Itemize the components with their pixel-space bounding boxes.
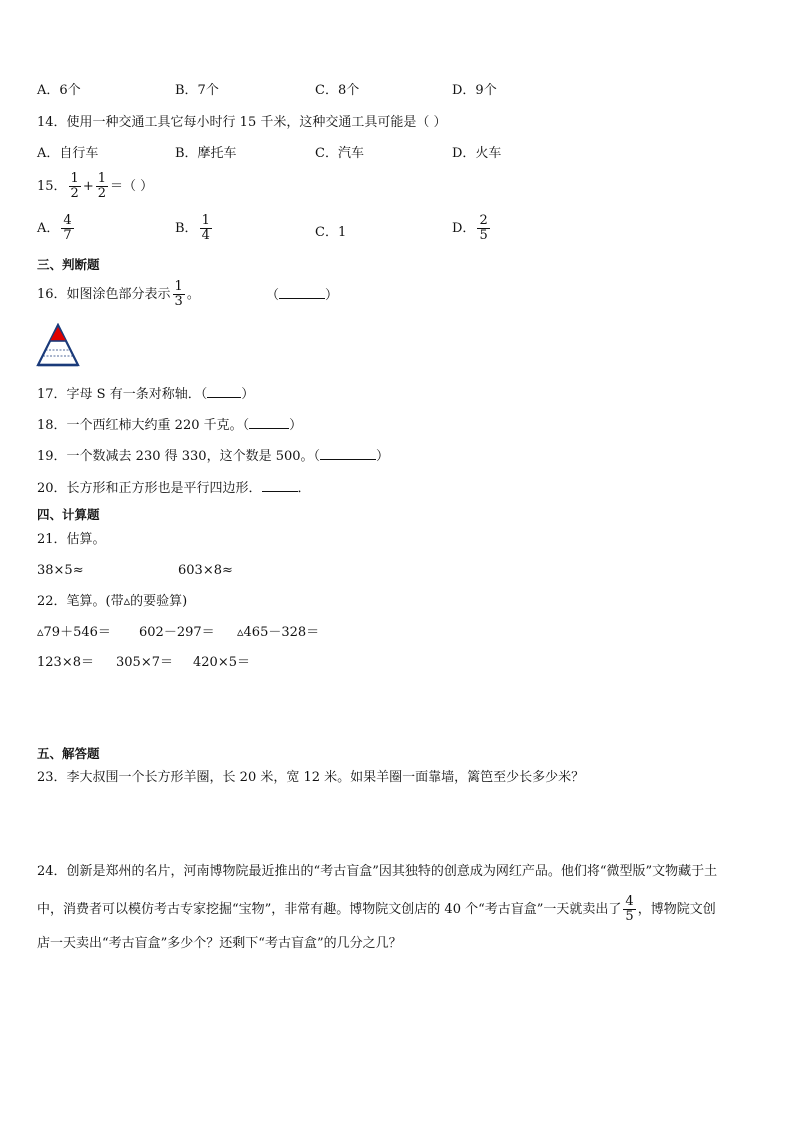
q19: 19．一个数减去 230 得 330，这个数是 500。（ ） [37, 449, 390, 464]
q14-stem: 14．使用一种交通工具它每小时行 15 千米，这种交通工具可能是（ ） [37, 115, 447, 130]
q15-plus: + [82, 179, 94, 194]
q24-line-3: 店一天卖出“考古盲盒”多少个？还剩下“考古盲盒”的几分之几？ [37, 936, 402, 951]
q22-expr-6: 420×5＝ [193, 655, 250, 670]
q22-stem: 22．笔算。(带▵的要验算) [37, 594, 188, 609]
q14-option-a: A．自行车 [37, 146, 99, 161]
q24-line-1: 24．创新是郑州的名片，河南博物院最近推出的“考古盲盒”因其独特的创意成为网红产品。他们将“微型版”文物藏于土 [37, 864, 718, 879]
q15-option-c: C．1 [315, 225, 347, 240]
q15-option-a: A． $\frac{4}{7}$ [37, 213, 72, 243]
q24-fraction: $\frac{4}{5}$ [625, 894, 634, 924]
q15-option-d: D． $\frac{2}{5}$ [452, 213, 488, 243]
q16-triangle-figure [36, 323, 80, 369]
q22-expr-2: 602－297＝ [139, 625, 215, 640]
q21-expr-2: 603×8≈ [178, 563, 233, 578]
q21-expr-1: 38×5≈ [37, 563, 84, 578]
q15-suffix: ＝（ ） [110, 179, 154, 194]
q20-answer-blank[interactable] [262, 479, 298, 492]
q22-expr-5: 305×7＝ [116, 655, 173, 670]
q17-answer-blank[interactable] [207, 385, 241, 398]
q16-fraction: $\frac{1}{3}$ [174, 279, 183, 309]
q16-answer-blank[interactable]: （ ） [266, 288, 339, 303]
q19-answer-blank[interactable] [320, 447, 376, 460]
q23: 23．李大叔围一个长方形羊圈，长 20 米，宽 12 米。如果羊圈一面靠墙，篱笆至少长多少米？ [37, 770, 585, 785]
q15-fraction-2: $\frac{1}{2}$ [97, 171, 107, 201]
q20: 20．长方形和正方形也是平行四边形． ． [37, 481, 311, 496]
section-5-title: 五、解答题 [37, 746, 100, 761]
q13-option-c: C．8个 [315, 83, 360, 98]
q13-option-a: A．6个 [37, 83, 81, 98]
q22-expr-3: ▵465－328＝ [237, 625, 320, 640]
q22-expr-1: ▵79＋546＝ [37, 625, 111, 640]
q22-expr-4: 123×8＝ [37, 655, 94, 670]
q14-option-b: B．摩托车 [175, 146, 237, 161]
q15-stem [37, 172, 153, 201]
q17: 17．字母 S 有一条对称轴．（ ） [37, 387, 255, 402]
q14-option-d: D．火车 [452, 146, 502, 161]
q24-line-2: 中，消费者可以模仿考古专家挖掘“宝物”，非常有趣。博物院文创店的 40 个“考古盲盒”一天就卖出了 $\frac{4}{5}$ ，博物院文创 [37, 894, 716, 924]
section-3-title: 三、判断题 [37, 257, 100, 272]
q21-stem: 21．估算。 [37, 532, 106, 547]
q16-stem: 16．如图涂色部分表示 $\frac{1}{3}$ 。 [37, 279, 200, 309]
q15-fraction-1: $\frac{1}{2}$ [70, 171, 79, 201]
q15-option-b: B． $\frac{1}{4}$ [175, 213, 210, 243]
q15-prefix: 15． [37, 179, 67, 194]
section-4-title: 四、计算题 [37, 507, 100, 522]
q13-option-d: D．9个 [452, 83, 497, 98]
q18-answer-blank[interactable] [249, 416, 289, 429]
q13-option-b: B．7个 [175, 83, 219, 98]
q18: 18．一个西红柿大约重 220 千克。（ ） [37, 418, 303, 433]
q14-option-c: C．汽车 [315, 146, 364, 161]
